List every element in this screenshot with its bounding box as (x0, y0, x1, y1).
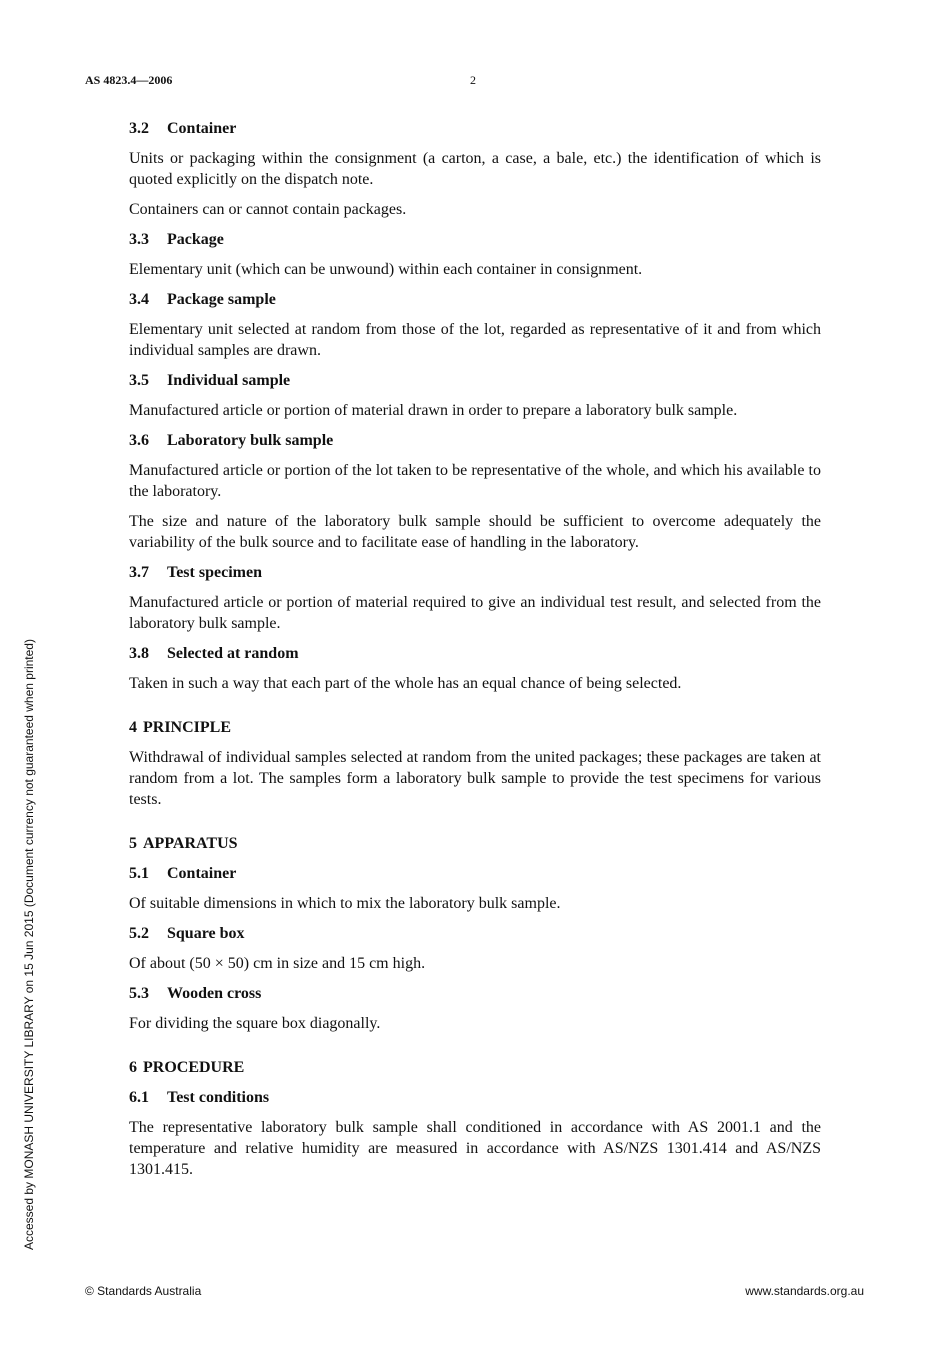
heading-number: 3.2 (129, 120, 149, 137)
paragraph: Elementary unit (which can be unwound) within each container in consignment. (129, 261, 643, 278)
footer-website-link[interactable]: www.standards.org.au (745, 1284, 864, 1298)
paragraph: Manufactured article or portion of the lot taken to be representative of the whole, and which his available to the laboratory. (129, 462, 821, 500)
heading-title: Test conditions (167, 1089, 270, 1106)
heading-number: 4 (129, 719, 137, 736)
heading-number: 5.3 (129, 985, 149, 1002)
heading-title: Container (167, 865, 237, 882)
paragraph: The size and nature of the laboratory bulk sample should be sufficient to overcome adequately the variability of the bulk source and to facilitate ease of handling in the laboratory. (129, 513, 821, 551)
heading-title: Individual sample (167, 372, 291, 389)
paragraph: Withdrawal of individual samples selected at random from the united packages; these packages are taken at random from a lot. The samples form a laboratory bulk sample to provide the test specimens for various tests. (129, 749, 821, 808)
heading-title: Selected at random (167, 645, 299, 662)
access-watermark: Accessed by MONASH UNIVERSITY LIBRARY on 15 Jun 2015 (Document currency not guaranteed when printed) (22, 639, 36, 1250)
heading-title: Package sample (167, 291, 276, 308)
heading-title: Wooden cross (167, 985, 262, 1002)
heading-number: 5.2 (129, 925, 149, 942)
paragraph: The representative laboratory bulk sample shall conditioned in accordance with AS 2001.1 and the temperature and relative humidity are measured in accordance with AS/NZS 1301.414 and AS/NZS 1301.415. (129, 1119, 821, 1178)
heading-4 (129, 717, 821, 738)
heading-5-3 (129, 983, 821, 1004)
paragraph: Units or packaging within the consignment (a carton, a case, a bale, etc.) the identification of which is quoted explicitly on the dispatch note. (129, 150, 821, 188)
paragraph: Containers can or cannot contain packages. (129, 201, 407, 218)
heading-3-8 (129, 643, 821, 664)
heading-number: 3.6 (129, 432, 149, 449)
paragraph: Of about (50 × 50) cm in size and 15 cm high. (129, 955, 426, 972)
heading-number: 3.4 (129, 291, 149, 308)
heading-3-2 (129, 118, 821, 139)
heading-title: APPARATUS (143, 835, 238, 852)
heading-title: Square box (167, 925, 245, 942)
heading-number: 3.5 (129, 372, 149, 389)
footer-copyright: © Standards Australia (85, 1284, 202, 1298)
page-body (129, 118, 821, 1189)
heading-3-4 (129, 289, 821, 310)
heading-5-1 (129, 863, 821, 884)
paragraph: Manufactured article or portion of material drawn in order to prepare a laboratory bulk sample. (129, 402, 738, 419)
paragraph: Of suitable dimensions in which to mix the laboratory bulk sample. (129, 895, 561, 912)
heading-3-3 (129, 229, 821, 250)
heading-title: Container (167, 120, 237, 137)
heading-number: 3.3 (129, 231, 149, 248)
heading-number: 6 (129, 1059, 137, 1076)
heading-number: 6.1 (129, 1089, 149, 1106)
heading-3-7 (129, 562, 821, 583)
heading-6-1 (129, 1087, 821, 1108)
heading-title: Package (167, 231, 224, 248)
heading-title: PROCEDURE (143, 1059, 245, 1076)
page-number: 2 (470, 73, 476, 87)
heading-number: 3.7 (129, 564, 149, 581)
heading-6 (129, 1057, 821, 1078)
heading-3-5 (129, 370, 821, 391)
heading-5 (129, 833, 821, 854)
heading-3-6 (129, 430, 821, 451)
paragraph: Elementary unit selected at random from those of the lot, regarded as representative of it and from which individual samples are drawn. (129, 321, 821, 359)
paragraph: For dividing the square box diagonally. (129, 1015, 381, 1032)
heading-number: 3.8 (129, 645, 149, 662)
paragraph: Manufactured article or portion of material required to give an individual test result, and selected from the laboratory bulk sample. (129, 594, 821, 632)
heading-5-2 (129, 923, 821, 944)
document-id: AS 4823.4—2006 (85, 73, 173, 87)
heading-number: 5 (129, 835, 137, 852)
paragraph: Taken in such a way that each part of the whole has an equal chance of being selected. (129, 675, 682, 692)
heading-title: Laboratory bulk sample (167, 432, 334, 449)
heading-title: Test specimen (167, 564, 262, 581)
heading-number: 5.1 (129, 865, 149, 882)
heading-title: PRINCIPLE (143, 719, 232, 736)
